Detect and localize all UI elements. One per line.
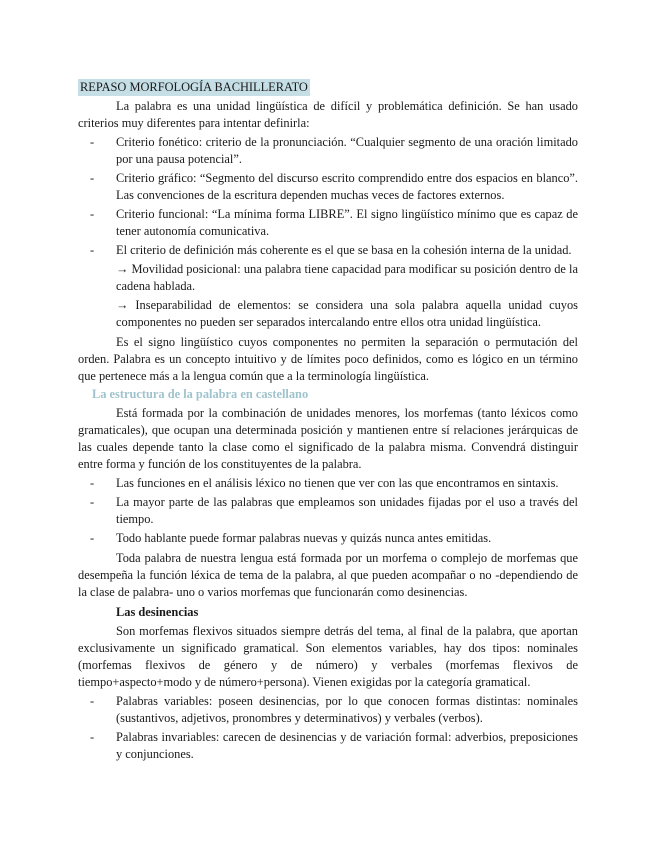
document-body (78, 79, 578, 763)
list-item: - La mayor parte de las palabras que empleamos son unidades fijadas por el uso a través del tiempo. (90, 495, 578, 526)
bullet-dash: - (90, 694, 95, 708)
list-item: - Criterio fonético: criterio de la pronunciación. “Cualquier segmento de una oración limitado por una pausa potencial”. (90, 135, 578, 166)
arrow-item: → Movilidad posicional: una palabra tiene capacidad para modificar su posición dentro de la cadena hablada. (116, 262, 578, 293)
list-item: - Las funciones en el análisis léxico no tienen que ver con las que encontramos en sintaxis. (90, 476, 559, 490)
list-item: - Todo hablante puede formar palabras nuevas y quizás nunca antes emitidas. (90, 531, 492, 545)
section-paragraph: Toda palabra de nuestra lengua está formada por un morfema o complejo de morfemas que desempeña la función léxica de tema de la palabra, al que pueden acompañar o no -dependiendo de la clase de palabra- uno o varios morfemas que funcionarán como desinencias. (78, 551, 578, 599)
closing-paragraph: Es el signo lingüístico cuyos componentes no permiten la separación o permutación del orden. Palabra es un concepto intuitivo y de límites poco definidos, como es lógico en un término que pertenece más a la lengua común que a la terminología lingüística. (78, 335, 578, 383)
document-title-line (78, 79, 578, 98)
bullet-dash: - (90, 495, 95, 509)
bullet-dash: - (90, 730, 95, 744)
bullet-dash: - (90, 243, 95, 257)
section-heading: Las desinencias (116, 605, 199, 619)
list-item: - Palabras invariables: carecen de desinencias y de variación formal: adverbios, preposiciones y conjunciones. (90, 730, 578, 761)
document-title: REPASO MORFOLOGÍA BACHILLERATO (80, 80, 308, 94)
bullet-dash: - (90, 531, 95, 545)
list-item: - Criterio funcional: “La mínima forma LIBRE”. El signo lingüístico mínimo que es capaz de tener autonomía comunicativa. (90, 207, 578, 238)
section-paragraph: Está formada por la combinación de unidades menores, los morfemas (tanto léxicos como gramaticales), que ocupan una determinada posición y mantienen entre sí relaciones jerárquicas de las cuales depende tanto la clase como el significado de la palabra misma. Convendrá distinguir entre forma y función de los constituyentes de la palabra. (78, 406, 578, 471)
intro-paragraph: La palabra es una unidad lingüística de difícil y problemática definición. Se han usado criterios muy diferentes para intentar definirla: (78, 99, 578, 130)
section-paragraph: Son morfemas flexivos situados siempre detrás del tema, al final de la palabra, que aportan exclusivamente un significado gramatical. Son elementos variables, hay dos tipos: nominales (morfemas flexivos de género y de número) y verbales (morfemas flexivos de tiempo+aspecto+modo y de número+persona). Vienen exigidas por la categoría gramatical. (78, 624, 578, 689)
section-heading: La estructura de la palabra en castellano (92, 387, 309, 401)
list-item: - Criterio gráfico: “Segmento del discurso escrito comprendido entre dos espacios en blanco”. Las convenciones de la escritura dependen muchas veces de factores externos. (90, 171, 578, 202)
arrow-item: → Inseparabilidad de elementos: se considera una sola palabra aquella unidad cuyos componentes no pueden ser separados intercalando entre ellos otra unidad lingüística. (116, 298, 578, 329)
bullet-dash: - (90, 476, 95, 490)
bullet-dash: - (90, 171, 95, 185)
bullet-dash: - (90, 135, 95, 149)
list-item: - Palabras variables: poseen desinencias, por lo que conocen formas distintas: nominales (sustantivos, adjetivos, pronombres y determinativos) y verbales (verbos). (90, 694, 578, 725)
bullet-dash: - (90, 207, 95, 221)
list-item: - El criterio de definición más coherente es el que se basa en la cohesión interna de la unidad. (90, 243, 572, 257)
